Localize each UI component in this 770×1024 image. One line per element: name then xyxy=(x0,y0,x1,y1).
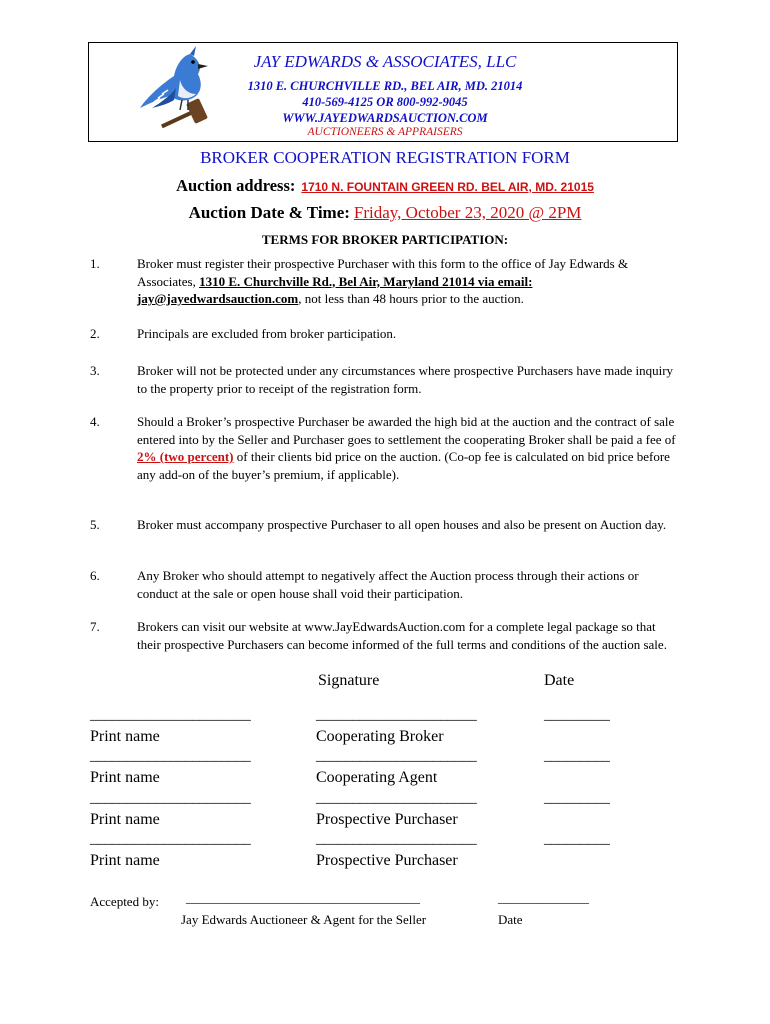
terms-title: TERMS FOR BROKER PARTICIPATION: xyxy=(261,232,509,247)
auction-address-label: Auction address: xyxy=(176,176,296,195)
accepted-caption: Jay Edwards Auctioneer & Agent for the Seller xyxy=(181,912,427,927)
auction-date-label: Auction Date & Time: xyxy=(188,203,350,222)
print-name-line[interactable]: ______________________ xyxy=(90,831,251,847)
company-name: JAY EDWARDS & ASSOCIATES, LLC xyxy=(253,52,517,71)
date-line[interactable]: _________ xyxy=(544,831,610,847)
office-address-email: 1310 E. Churchville Rd., Bel Air, Maryland 21014 via email: jay@jayedwardsauction.com xyxy=(137,273,533,306)
signature-line[interactable]: ______________________ xyxy=(316,707,477,723)
signature-line[interactable]: ______________________ xyxy=(316,831,477,847)
signature-line[interactable]: ______________________ xyxy=(316,748,477,764)
term-number: 2. xyxy=(90,326,100,341)
accepted-signature-line[interactable]: ____________________________________ xyxy=(186,890,420,905)
fee-percent: 2% (two percent) xyxy=(137,449,234,464)
date-line[interactable]: _________ xyxy=(544,707,610,723)
auction-address-value: 1710 N. FOUNTAIN GREEN RD. BEL AIR, MD. 21015 xyxy=(301,180,594,194)
auction-address-row xyxy=(0,176,770,196)
role-label: Prospective Purchaser xyxy=(316,852,458,869)
print-name-label: Print name xyxy=(90,852,160,869)
print-name-line[interactable]: ______________________ xyxy=(90,748,251,764)
term-text xyxy=(137,255,677,308)
role-label: Prospective Purchaser xyxy=(316,811,458,828)
term-text: Broker will not be protected under any circumstances where prospective Purchasers have made inquiry to the property prior to receipt of the registration form. xyxy=(137,363,674,396)
term-text: Broker must accompany prospective Purchaser to all open houses and also be present on Auction day. xyxy=(137,517,667,532)
term-number: 5. xyxy=(90,517,100,532)
term-text-part: of their clients bid price on the auction. (Co-op fee is calculated on bid price before any add-on of the buyer’s premium, if applicable). xyxy=(137,449,670,482)
date-line[interactable]: _________ xyxy=(544,748,610,764)
term-number: 4. xyxy=(90,414,100,429)
term-number: 7. xyxy=(90,619,100,634)
term-text xyxy=(137,413,677,483)
print-name-label: Print name xyxy=(90,811,160,828)
auction-date-row xyxy=(0,203,770,223)
term-text: Principals are excluded from broker participation. xyxy=(137,326,397,341)
role-label: Cooperating Broker xyxy=(316,728,444,745)
company-tagline: AUCTIONEERS & APPRAISERS xyxy=(307,126,463,138)
form-title: BROKER COOPERATION REGISTRATION FORM xyxy=(200,148,570,167)
accepted-date-caption: Date xyxy=(498,912,523,927)
accepted-by-label: Accepted by: xyxy=(90,894,159,909)
company-phone: 410-569-4125 OR 800-992-9045 xyxy=(302,95,468,109)
company-website: WWW.JAYEDWARDSAUCTION.COM xyxy=(282,111,488,125)
print-name-label: Print name xyxy=(90,769,160,786)
role-label: Cooperating Agent xyxy=(316,769,438,786)
print-name-line[interactable]: ______________________ xyxy=(90,707,251,723)
print-name-label: Print name xyxy=(90,728,160,745)
print-name-line[interactable]: ______________________ xyxy=(90,790,251,806)
date-header: Date xyxy=(544,672,575,689)
auction-date-value: Friday, October 23, 2020 @ 2PM xyxy=(353,203,582,222)
term-number: 1. xyxy=(90,256,100,271)
term-number: 6. xyxy=(90,568,100,583)
signature-line[interactable]: ______________________ xyxy=(316,790,477,806)
term-number: 3. xyxy=(90,363,100,378)
accepted-date-line[interactable]: ______________ xyxy=(498,890,589,905)
term-text-part: Should a Broker’s prospective Purchaser be awarded the high bid at the auction and the contract of sale entered into by the Seller and Purchaser goes to settlement the cooperating Broker shall be paid a fee of xyxy=(137,414,676,447)
term-text: Brokers can visit our website at www.JayEdwardsAuction.com for a complete legal package so that their prospective Purchasers can become informed of the full terms and conditions of the auction sale. xyxy=(137,619,667,652)
term-text: Any Broker who should attempt to negatively affect the Auction process through their actions or conduct at the sale or open house shall void their participation. xyxy=(137,568,639,601)
term-text-part: Broker must register their prospective Purchaser with this form to the office of Jay Edwards & Associates, xyxy=(137,256,629,289)
company-address: 1310 E. CHURCHVILLE RD., BEL AIR, MD. 21014 xyxy=(247,79,523,93)
signature-header: Signature xyxy=(318,672,380,689)
date-line[interactable]: _________ xyxy=(544,790,610,806)
term-text-part: , not less than 48 hours prior to the auction. xyxy=(298,291,524,306)
